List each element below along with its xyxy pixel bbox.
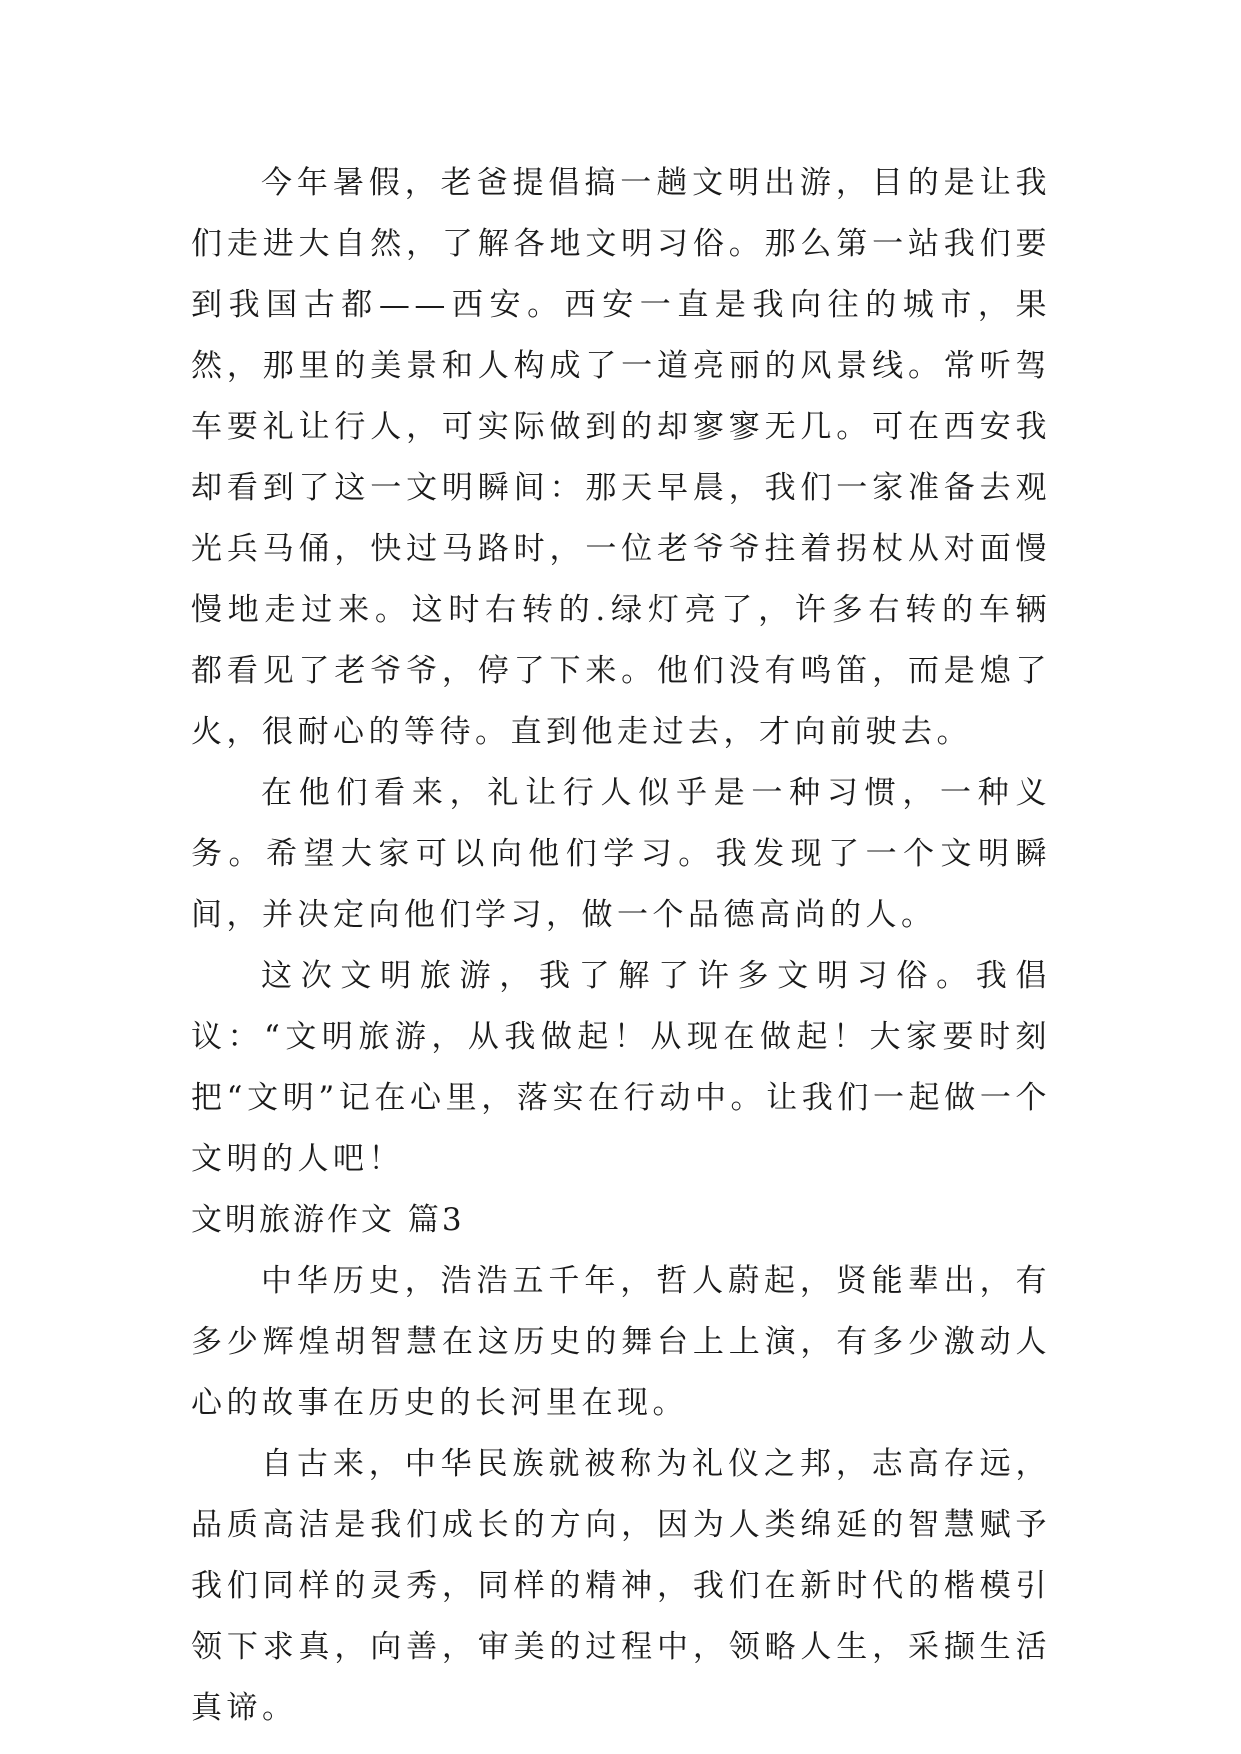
paragraph-4: 中华历史，浩浩五千年，哲人蔚起，贤能辈出，有多少辉煌胡智慧在这历史的舞台上上演，有多少激动人心的故事在历史的长河里在现。 <box>191 1263 1051 1421</box>
paragraph-3: 这次文明旅游，我了解了许多文明习俗。我倡议：“文明旅游，从我做起！从现在做起！大家要时刻把“文明”记在心里，落实在行动中。让我们一起做一个文明的人吧！ <box>191 958 1051 1177</box>
paragraph-1: 今年暑假，老爸提倡搞一趟文明出游，目的是让我们走进大自然，了解各地文明习俗。那么第一站我们要到我国古都——西安。西安一直是我向往的城市，果然，那里的美景和人构成了一道亮丽的风景线。常听驾车要礼让行人，可实际做到的却寥寥无几。可在西安我却看到了这一文明瞬间：那天早晨，我们一家准备去观光兵马俑，快过马路时，一位老爷爷拄着拐杖从对面慢慢地走过来。这时右转的.绿灯亮了，许多右转的车辆都看见了老爷爷，停了下来。他们没有鸣笛，而是熄了火，很耐心的等待。直到他走过去，才向前驶去。 <box>191 165 1051 750</box>
document-body <box>191 153 1051 1739</box>
paragraph-5: 自古来，中华民族就被称为礼仪之邦，志高存远，品质高洁是我们成长的方向，因为人类绵延的智慧赋予我们同样的灵秀，同样的精神，我们在新时代的楷模引领下求真，向善，审美的过程中，领略人生，采撷生活真谛。 <box>191 1446 1051 1726</box>
paragraph-2: 在他们看来，礼让行人似乎是一种习惯，一种义务。希望大家可以向他们学习。我发现了一个文明瞬间，并决定向他们学习，做一个品德高尚的人。 <box>191 775 1051 933</box>
section-heading: 文明旅游作文 篇3 <box>191 1202 465 1238</box>
